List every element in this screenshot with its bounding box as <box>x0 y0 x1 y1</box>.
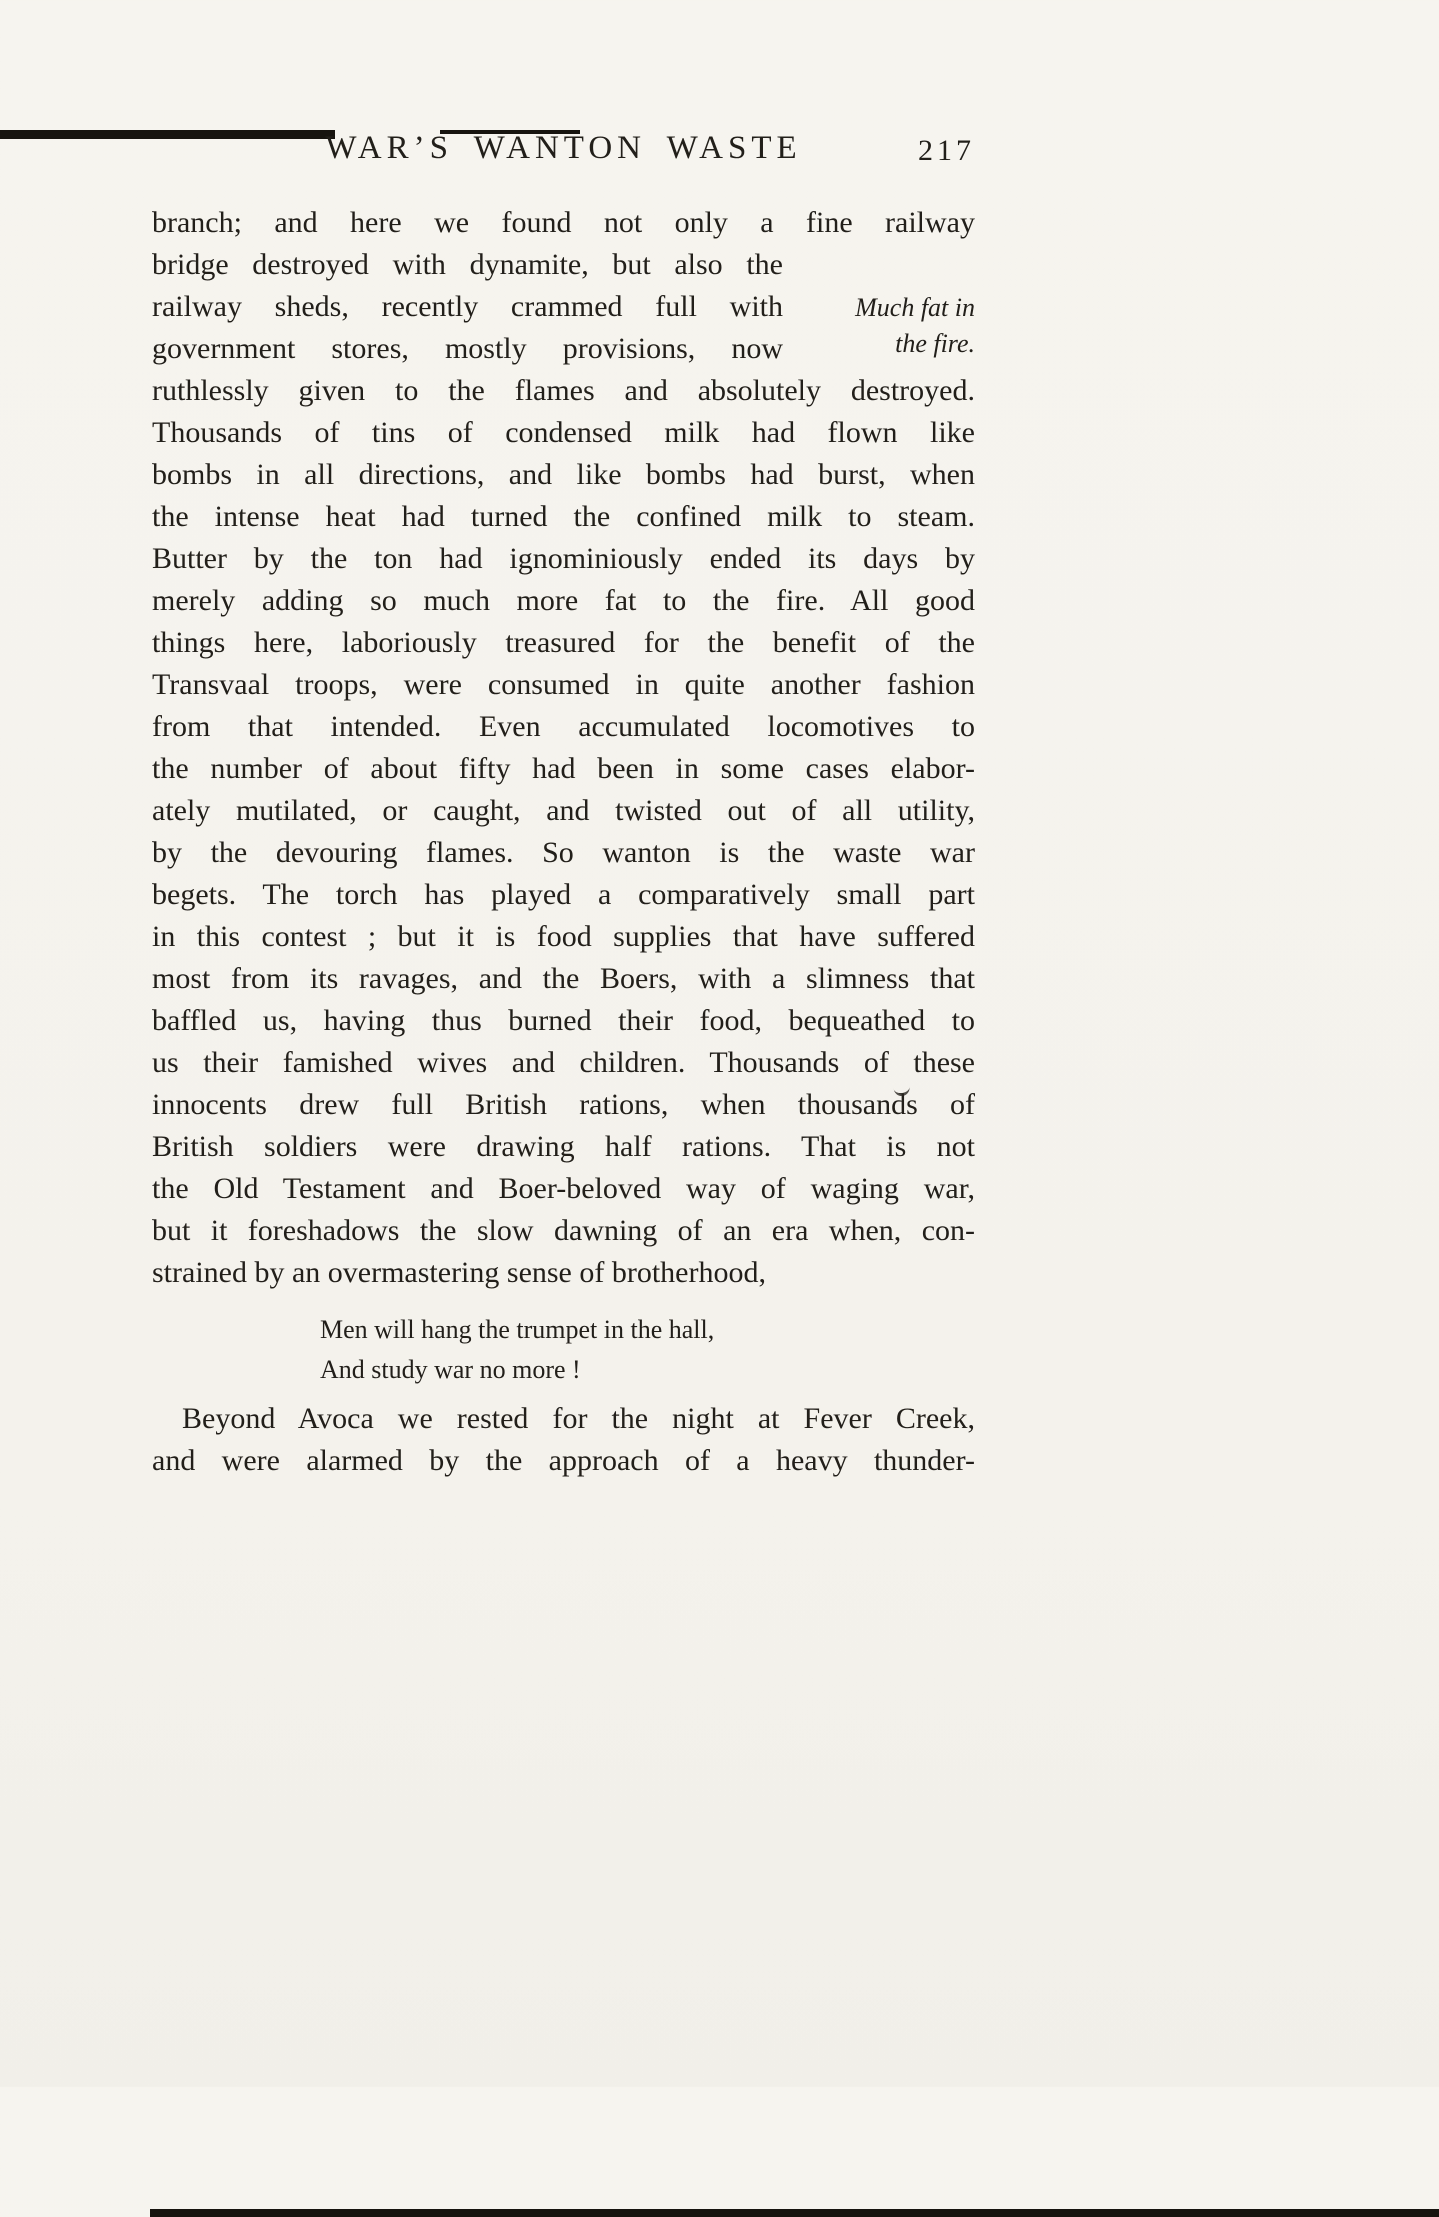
text-line: from that intended. Even accumulated locomotives to <box>152 710 975 743</box>
text-line: British soldiers were drawing half rations. That is not <box>152 1130 975 1163</box>
verse-line: And study war no more ! <box>320 1355 581 1384</box>
text-line: the intense heat had turned the confined milk to steam. <box>152 500 975 533</box>
text-line: Transvaal troops, were consumed in quite another fashion <box>152 668 975 701</box>
text-line: things here, laboriously treasured for the benefit of the <box>152 626 975 659</box>
text-line: and were alarmed by the approach of a heavy thunder- <box>152 1444 975 1477</box>
marginal-sidenote <box>789 290 975 362</box>
text-line: railway sheds, recently crammed full with <box>152 290 783 323</box>
text-line: bombs in all directions, and like bombs had burst, when <box>152 458 975 491</box>
running-title: WAR’S WANTON WASTE <box>325 130 802 166</box>
sidenote-line: the fire. <box>895 329 975 358</box>
text-line: strained by an overmastering sense of brotherhood, <box>152 1256 766 1289</box>
verse-line: Men will hang the trumpet in the hall, <box>320 1315 715 1344</box>
text-line: the number of about fifty had been in some cases elabor- <box>152 752 975 785</box>
scan-artifact-bottom <box>150 2209 1439 2217</box>
text-line: baffled us, having thus burned their food, bequeathed to <box>152 1004 975 1037</box>
text-line: ruthlessly given to the flames and absolutely destroyed. <box>152 374 975 407</box>
text-line: merely adding so much more fat to the fire. All good <box>152 584 975 617</box>
text-line: Thousands of tins of condensed milk had flown like <box>152 416 975 449</box>
text-line: ately mutilated, or caught, and twisted out of all utility, <box>152 794 975 827</box>
paragraph-main <box>152 202 975 1294</box>
text-line: us their famished wives and children. Thousands of these <box>152 1046 975 1079</box>
text-line: innocents drew full British rations, when thousands of <box>152 1088 975 1121</box>
text-line: branch; and here we found not only a fine railway <box>152 206 975 239</box>
text-line: but it foreshadows the slow dawning of an era when, con- <box>152 1214 975 1247</box>
text-line: by the devouring flames. So wanton is the waste war <box>152 836 975 869</box>
text-line: bridge destroyed with dynamite, but also the <box>152 248 783 281</box>
text-line: Butter by the ton had ignominiously ended its days by <box>152 542 975 575</box>
text-line: begets. The torch has played a comparatively small part <box>152 878 975 911</box>
text-line: most from its ravages, and the Boers, with a slimness that <box>152 962 975 995</box>
paragraph-closing <box>152 1398 975 1482</box>
sidenote-line: Much fat in <box>855 293 975 322</box>
text-line: Beyond Avoca we rested for the night at Fever Creek, <box>182 1402 975 1435</box>
text-line: the Old Testament and Boer-beloved way of waging war, <box>152 1172 975 1205</box>
page-number: 217 <box>918 134 975 167</box>
text-line: government stores, mostly provisions, now <box>152 332 783 365</box>
page-header <box>152 130 975 174</box>
book-page <box>0 130 1439 2217</box>
text-line: in this contest ; but it is food supplies that have suffered <box>152 920 975 953</box>
verse-quote <box>320 1310 1439 1390</box>
